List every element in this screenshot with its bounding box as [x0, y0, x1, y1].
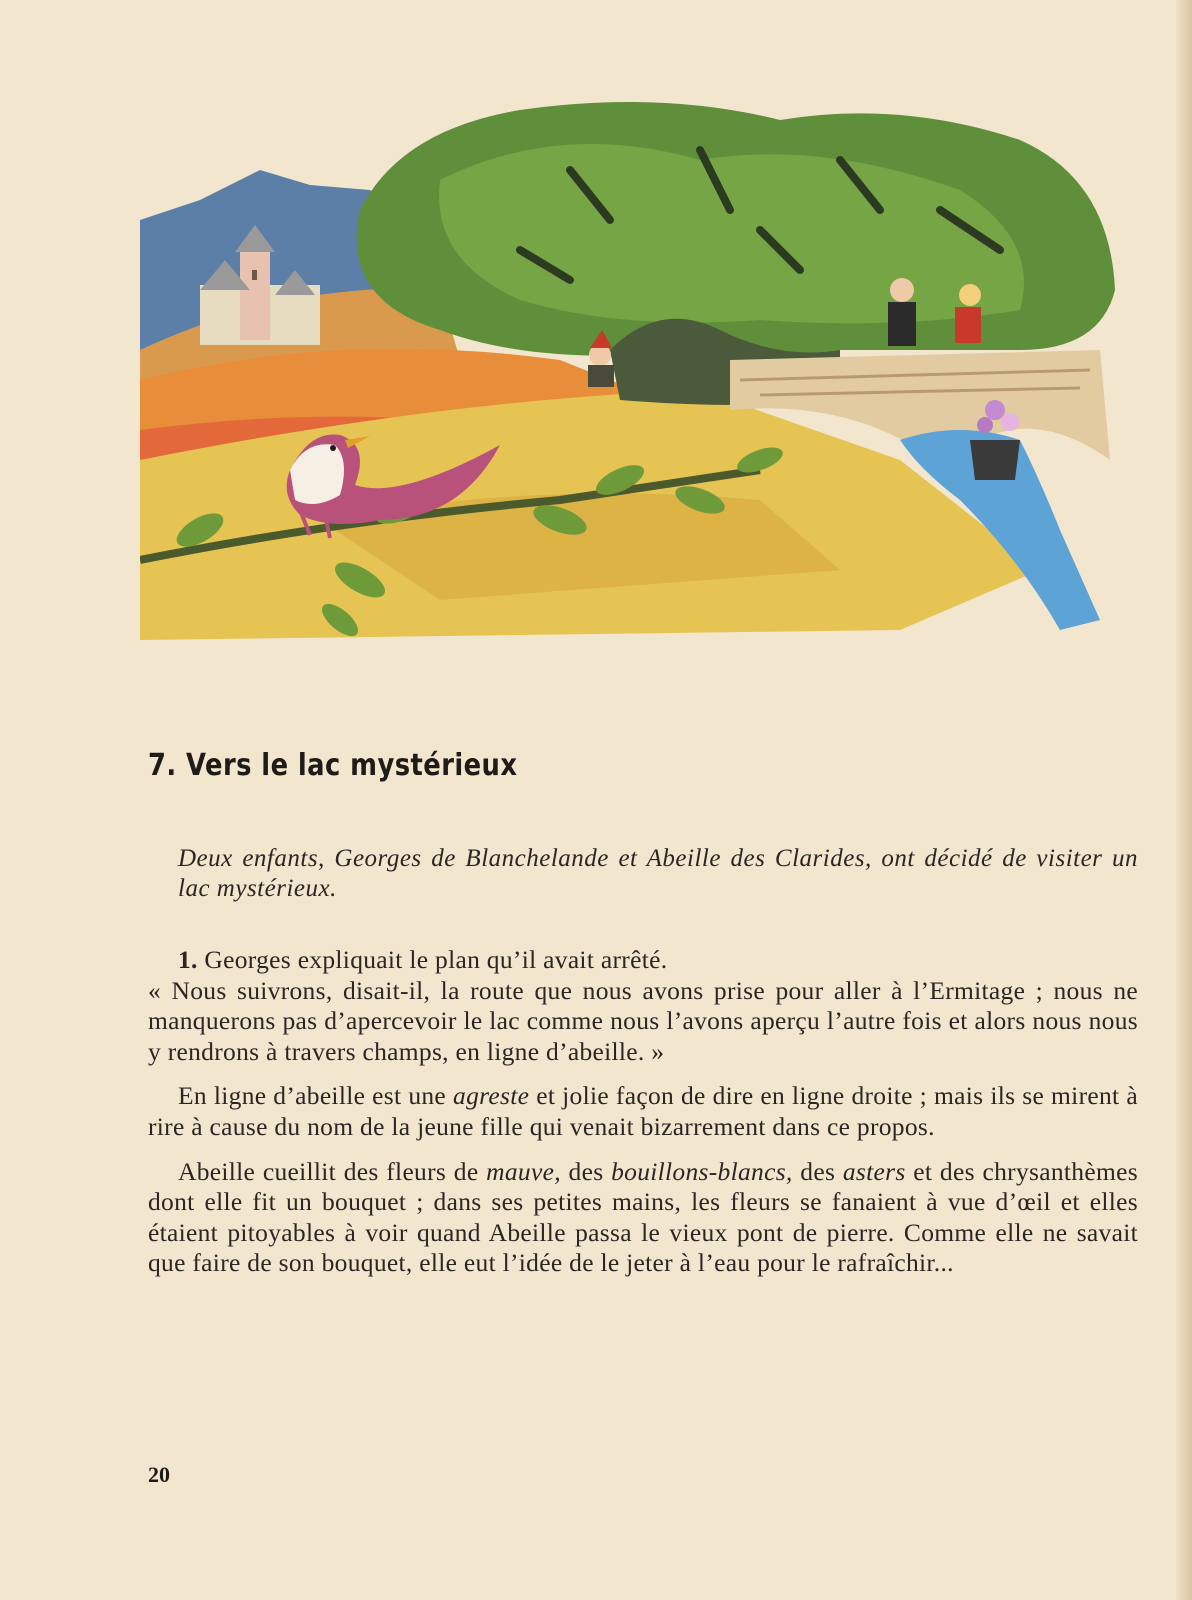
paragraph-1: [148, 945, 1138, 1067]
paragraph-2-emphasis: agreste: [453, 1081, 530, 1111]
chapter-intro: Deux enfants, Georges de Blanchelande et Abeille des Clarides, ont décidé de visiter un lac mystérieux.: [178, 845, 1138, 902]
paragraph-3-text-a: Abeille cueillit des fleurs de: [178, 1156, 479, 1186]
paragraph-2-text-b: et jolie façon de dire en ligne droite ; mais ils se mirent à rire à cause du nom de la jeune fille qui venait bizarrement dans ce propos.: [148, 1081, 1138, 1141]
paragraph-2-text-a: En ligne d’abeille est une: [178, 1081, 447, 1111]
landscape-illustration: [140, 100, 1130, 640]
story-text: [148, 945, 1138, 1293]
paragraph-3-text-d: et des chrysanthèmes dont elle fit un bouquet ; dans ses petites mains, les fleurs se fanaient à vue d’œil et elles étaient pitoyables à voir quand Abeille passa le vieux pont de pierre. Comme elle ne savait que faire de son bouquet, elle eut l’idée de le jeter à l’eau pour le rafraîchir...: [148, 1156, 1138, 1278]
page-number: 20: [148, 1462, 170, 1487]
page-edge: [1176, 0, 1192, 1600]
paragraph-3-emphasis-bouillons: bouillons-blancs,: [611, 1156, 793, 1186]
chapter-title: 7. Vers le lac mystérieux: [148, 748, 518, 783]
paragraph-3: [148, 1157, 1138, 1279]
paragraph-3-emphasis-mauve: mauve,: [486, 1156, 561, 1186]
paragraph-2: [148, 1081, 1138, 1142]
paragraph-1-line: Georges expliquait le plan qu’il avait arrêté.: [204, 945, 668, 974]
illustration-svg: [140, 100, 1130, 640]
paragraph-3-text-b: des: [568, 1156, 604, 1186]
paragraph-1-quote: « Nous suivrons, disait-il, la route que nous avons prise pour aller à l’Ermitage ; nous ne manquerons pas d’apercevoir le lac comme nous l’avons aperçu l’autre fois et alors nous nous y rendrons à travers champs, en ligne d’abeille. »: [148, 975, 1138, 1066]
paragraph-number: 1.: [178, 945, 198, 974]
paragraph-3-emphasis-asters: asters: [842, 1156, 906, 1186]
paragraph-3-text-c: des: [800, 1156, 836, 1186]
